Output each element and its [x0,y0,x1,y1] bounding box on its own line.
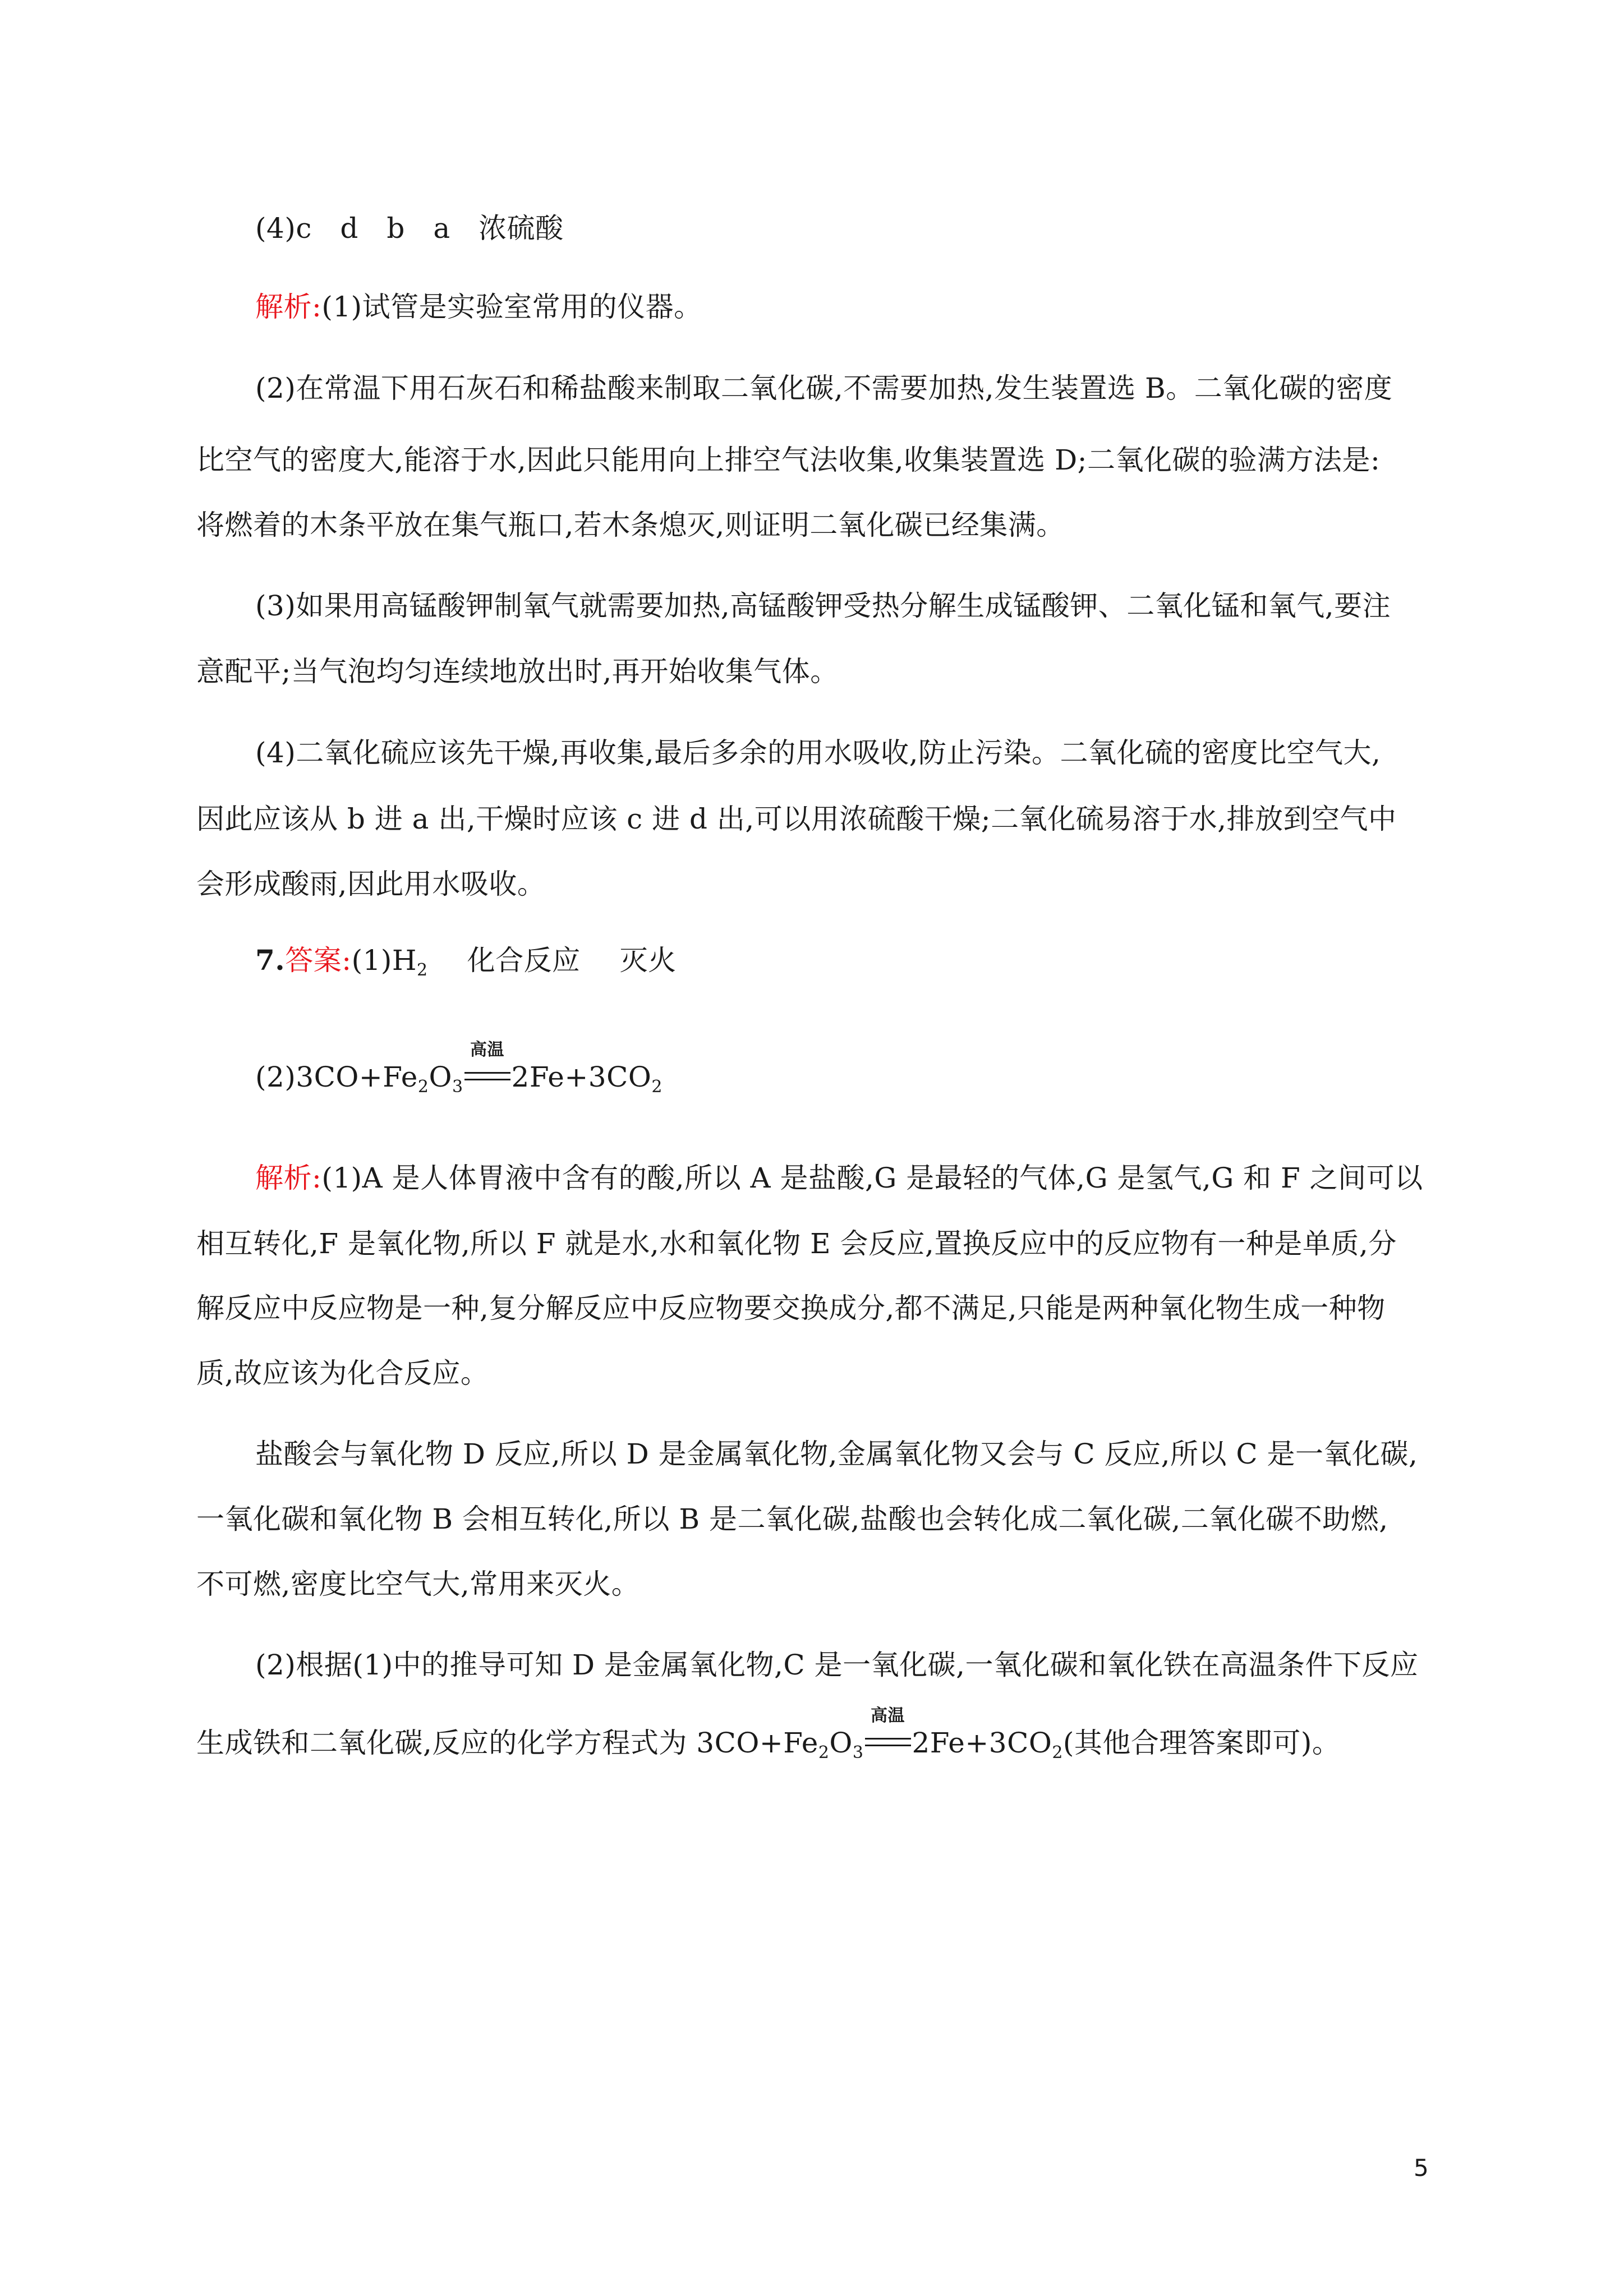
q6-analysis-1 [255,289,702,325]
q7-analysis-1-line4: 质,故应该为化合反应。 [196,1357,489,1389]
q7-analysis-1-line2: 相互转化,F 是氧化物,所以 F 就是水,水和氧化物 E 会反应,置换反应中的反应物有一种是单质,分 [196,1227,1397,1260]
q7-analysis-1-line3: 解反应中反应物是一种,复分解反应中反应物要交换成分,都不满足,只能是两种氧化物生成一种物 [196,1292,1386,1324]
reaction-condition-arrow: 高温 [464,1064,510,1087]
q6-analysis-2-line1: (2)在常温下用石灰石和稀盐酸来制取二氧化碳,不需要加热,发生装置选 B。二氧化碳的密度 [255,372,1393,404]
page-number: 5 [1414,2154,1429,2182]
q6-analysis-4-line2: 因此应该从 b 进 a 出,干燥时应该 c 进 d 出,可以用浓硫酸干燥;二氧化硫易溶于水,排放到空气中 [196,803,1397,835]
answer-h2: $(1)H_2$ [351,944,428,980]
q6-answer-4: (4)c d b a 浓硫酸 [255,212,564,245]
q6-analysis-4-line3: 会形成酸雨,因此用水吸收。 [196,868,546,900]
q7-analysis-p2-line2: 一氧化碳和氧化物 B 会相互转化,所以 B 是二氧化碳,盐酸也会转化成二氧化碳,二氧化碳不助燃, [196,1503,1388,1535]
analysis-label: 解析: [255,291,322,323]
q7-analysis-2-line2: 生成铁和二氧化碳,反应的化学方程式为 $3CO+Fe_2O_3$ 高温 $2Fe+3CO_2$(其他合理答案即可)。 [196,1706,1341,1763]
q7-analysis-p2-line1: 盐酸会与氧化物 D 反应,所以 D 是金属氧化物,金属氧化物又会与 C 反应,所以 C 是一氧化碳, [255,1438,1418,1470]
q7-analysis-2-line1: (2)根据(1)中的推导可知 D 是金属氧化物,C 是一氧化碳,一氧化碳和氧化铁在高温条件下反应 [255,1649,1419,1681]
analysis-label: 解析: [255,1162,322,1194]
answer-reaction-type: 化合反应 [467,944,581,977]
q7-answer-2-equation: $(2)3CO+Fe_2O_3$ 高温 $2Fe+3CO_2$ [255,1040,663,1097]
analysis-text: (1)试管是实验室常用的仪器。 [321,291,702,323]
answer-label: 答案: [285,944,352,977]
q6-analysis-4-line1: (4)二氧化硫应该先干燥,再收集,最后多余的用水吸收,防止污染。二氧化硫的密度比空气大, [255,737,1381,769]
answer-use: 灭火 [619,944,677,977]
q7-answer-1 [255,942,677,978]
q6-analysis-2-line2: 比空气的密度大,能溶于水,因此只能用向上排空气法收集,收集装置选 D;二氧化碳的验满方法是: [196,444,1381,476]
q6-analysis-3-line2: 意配平;当气泡均匀连续地放出时,再开始收集气体。 [196,655,839,688]
question-number: 7. [255,944,286,977]
q7-analysis-1-line1: 解析:(1)A 是人体胃液中含有的酸,所以 A 是盐酸,G 是最轻的气体,G 是氢气,G 和 F 之间可以 [255,1162,1423,1194]
q7-analysis-p2-line3: 不可燃,密度比空气大,常用来灭火。 [196,1568,640,1600]
reaction-condition-arrow: 高温 [865,1730,911,1752]
q6-analysis-2-line3: 将燃着的木条平放在集气瓶口,若木条熄灭,则证明二氧化碳已经集满。 [196,509,1065,541]
q6-analysis-3-line1: (3)如果用高锰酸钾制氧气就需要加热,高锰酸钾受热分解生成锰酸钾、二氧化锰和氧气,要注 [255,590,1391,622]
